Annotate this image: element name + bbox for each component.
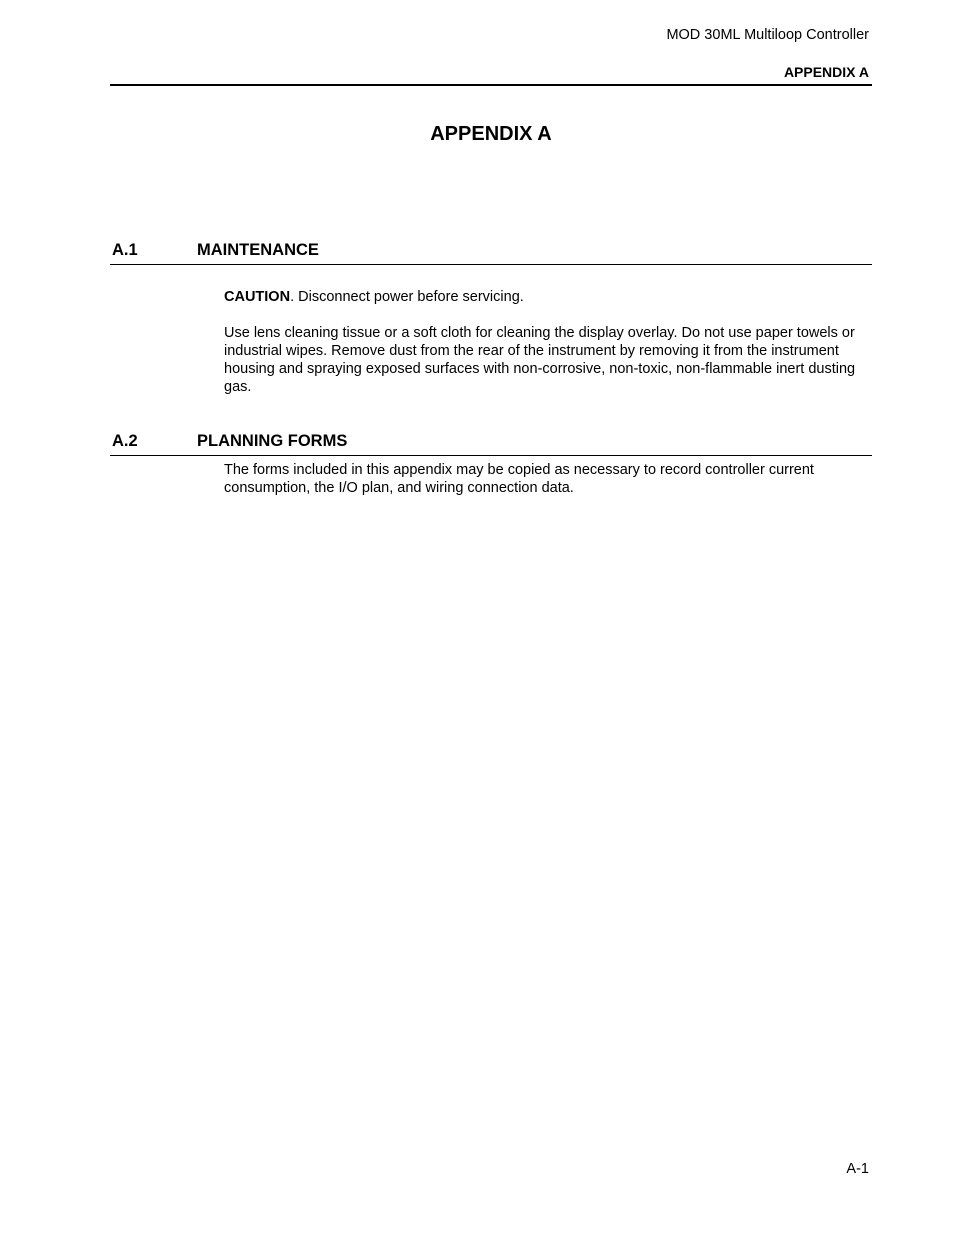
section-number-a2: A.2 [112, 432, 138, 450]
section-divider-a2 [110, 455, 872, 456]
section-title-planning-forms: PLANNING FORMS [197, 432, 348, 450]
header-section-label: APPENDIX A [783, 64, 869, 80]
page-title: APPENDIX A [430, 123, 552, 145]
caution-text: . Disconnect power before servicing. [290, 289, 524, 305]
caution-label: CAUTION [224, 289, 291, 305]
planning-forms-paragraph: The forms included in this appendix may be copied as necessary to record controller current consumption, the I/O plan, and wiring connection data. [224, 462, 814, 496]
section-divider-a1 [110, 264, 872, 265]
section-number-a1: A.1 [112, 241, 138, 259]
page-number: A-1 [846, 1161, 869, 1177]
caution-note [224, 288, 869, 306]
header-product-name: MOD 30ML Multiloop Controller [666, 27, 869, 43]
header-divider [110, 84, 872, 86]
section-title-maintenance: MAINTENANCE [197, 241, 319, 259]
maintenance-paragraph: Use lens cleaning tissue or a soft cloth for cleaning the display overlay. Do not use paper towels or industrial wipes. Remove dust from the rear of the instrument by removing it from the instrument housing and spraying exposed surfaces with non-corrosive, non-toxic, non-flammable inert dusting gas. [224, 325, 856, 395]
